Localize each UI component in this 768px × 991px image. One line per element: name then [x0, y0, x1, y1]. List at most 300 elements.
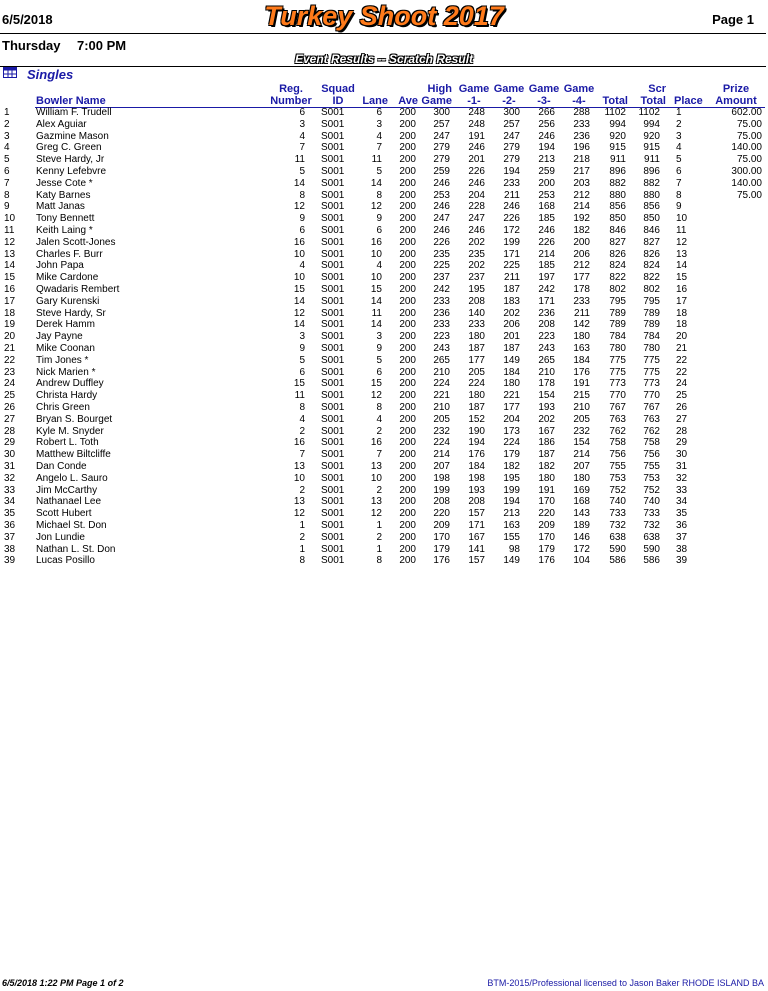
table-row: [0, 249, 768, 261]
col-reg-top: Reg.: [279, 83, 303, 95]
cell-n: 16: [4, 284, 16, 295]
cell-g1: 180: [468, 390, 485, 402]
cell-reg: 8: [299, 555, 305, 567]
cell-reg: 6: [299, 225, 305, 236]
cell-squad: S001: [321, 472, 345, 484]
cell-ave: 200: [399, 496, 416, 508]
cell-place: 5: [676, 154, 682, 166]
cell-lane: 7: [376, 449, 382, 461]
cell-reg: 10: [293, 272, 305, 284]
cell-lane: 2: [376, 531, 382, 543]
cell-g1: 140: [468, 307, 485, 319]
cell-g2: 149: [503, 354, 520, 366]
cell-g4: 288: [573, 107, 590, 118]
cell-lane: 13: [370, 461, 382, 472]
cell-lane: 11: [371, 307, 382, 319]
cell-g4: 168: [573, 496, 590, 508]
cell-lane: 13: [370, 496, 382, 508]
cell-name: Alex Aguiar: [36, 118, 87, 130]
table-row: [0, 343, 768, 355]
cell-lane: 16: [370, 236, 382, 248]
cell-high: 279: [433, 154, 450, 166]
table-row: [0, 473, 768, 485]
cell-place: 18: [676, 307, 688, 319]
cell-high: 247: [433, 130, 450, 142]
table-row: [0, 378, 768, 390]
cell-squad: S001: [321, 402, 345, 413]
cell-ave: 200: [399, 189, 416, 201]
cell-squad: S001: [321, 461, 345, 472]
cell-total: 856: [609, 201, 626, 213]
cell-place: 30: [676, 449, 688, 461]
cell-place: 22: [676, 354, 688, 366]
cell-lane: 16: [370, 437, 382, 449]
cell-g4: 210: [573, 402, 590, 413]
cell-lane: 3: [376, 331, 382, 343]
cell-scr: 789: [643, 307, 660, 319]
cell-g4: 205: [573, 413, 590, 425]
cell-g3: 170: [538, 531, 555, 543]
cell-total: 732: [609, 520, 626, 531]
cell-lane: 9: [376, 213, 382, 225]
cell-g4: 200: [573, 236, 590, 248]
cell-lane: 6: [376, 225, 382, 236]
cell-squad: S001: [321, 130, 345, 142]
cell-g4: 163: [573, 343, 590, 354]
cell-ave: 200: [399, 284, 416, 295]
cell-squad: S001: [321, 295, 345, 307]
table-icon: [3, 67, 17, 78]
cell-scr: 763: [643, 413, 660, 425]
cell-total: 753: [609, 472, 626, 484]
cell-name: Matt Janas: [36, 201, 85, 213]
cell-scr: 994: [643, 118, 660, 130]
cell-total: 755: [609, 461, 626, 472]
cell-g3: 197: [538, 272, 555, 284]
cell-g3: 213: [538, 154, 555, 166]
cell-scr: 755: [643, 461, 660, 472]
cell-total: 638: [609, 531, 626, 543]
cell-g4: 176: [573, 366, 590, 378]
table-row: [0, 284, 768, 296]
cell-total: 590: [609, 543, 626, 555]
cell-name: Nathanael Lee: [36, 496, 102, 508]
cell-g2: 202: [503, 307, 520, 319]
table-row: [0, 355, 768, 367]
cell-name: Mike Cardone: [36, 272, 99, 284]
cell-squad: S001: [321, 520, 345, 531]
cell-g4: 177: [573, 272, 590, 284]
cell-squad: S001: [321, 154, 345, 166]
cell-name: Jesse Cote *: [36, 177, 93, 189]
cell-total: 740: [609, 496, 626, 508]
cell-ave: 200: [399, 354, 416, 366]
cell-lane: 10: [370, 248, 382, 260]
cell-g4: 191: [573, 378, 590, 390]
cell-g3: 220: [538, 508, 555, 520]
cell-total: 763: [609, 413, 626, 425]
cell-lane: 10: [370, 272, 382, 284]
cell-g1: 195: [468, 284, 485, 295]
cell-g1: 247: [468, 213, 485, 225]
cell-squad: S001: [321, 508, 345, 520]
cell-g2: 279: [503, 142, 520, 154]
cell-ave: 200: [399, 225, 416, 236]
cell-name: Kenny Lefebvre: [36, 166, 107, 177]
cell-reg: 9: [299, 213, 305, 225]
cell-reg: 11: [294, 154, 305, 166]
col-bowler-name: Bowler Name: [36, 95, 106, 107]
cell-lane: 3: [376, 118, 382, 130]
cell-g1: 205: [468, 366, 485, 378]
cell-g1: 190: [468, 425, 485, 437]
cell-g2: 194: [503, 496, 520, 508]
subtitle-divider: [0, 66, 766, 67]
cell-g1: 208: [468, 496, 485, 508]
table-row: [0, 449, 768, 461]
cell-g2: 172: [503, 225, 520, 236]
table-row: [0, 508, 768, 520]
cell-ave: 200: [399, 295, 416, 307]
cell-reg: 2: [299, 484, 305, 496]
col-place: Place: [674, 95, 703, 107]
cell-scr: 880: [643, 189, 660, 201]
cell-squad: S001: [321, 354, 345, 366]
cell-n: 10: [4, 213, 16, 225]
cell-scr: 773: [643, 378, 660, 390]
cell-g3: 179: [538, 543, 555, 555]
cell-lane: 12: [370, 390, 382, 402]
cell-g3: 253: [538, 189, 555, 201]
cell-high: 242: [433, 284, 450, 295]
cell-name: Bryan S. Bourget: [36, 413, 113, 425]
cell-g3: 226: [538, 236, 555, 248]
cell-squad: S001: [321, 284, 345, 295]
report-title: Turkey Shoot 2017: [264, 1, 504, 31]
cell-high: 246: [433, 201, 450, 213]
cell-g3: 236: [538, 307, 555, 319]
cell-total: 758: [609, 437, 626, 449]
cell-n: 28: [4, 425, 16, 437]
cell-total: 880: [609, 189, 626, 201]
cell-g3: 180: [538, 472, 555, 484]
cell-g2: 195: [503, 472, 520, 484]
cell-scr: 767: [643, 402, 660, 413]
table-row: [0, 402, 768, 414]
cell-n: 5: [4, 154, 10, 166]
cell-g3: 170: [538, 496, 555, 508]
cell-squad: S001: [321, 236, 345, 248]
cell-squad: S001: [321, 531, 345, 543]
cell-name: Jon Lundie: [36, 531, 85, 543]
cell-n: 21: [4, 343, 16, 354]
cell-lane: 15: [370, 284, 382, 295]
cell-g3: 171: [538, 295, 555, 307]
cell-lane: 12: [370, 201, 382, 213]
col-game2-bottom: -2-: [502, 95, 516, 107]
cell-g3: 242: [538, 284, 555, 295]
cell-squad: S001: [321, 189, 345, 201]
cell-squad: S001: [321, 343, 345, 354]
cell-reg: 7: [299, 142, 305, 154]
cell-high: 207: [433, 461, 450, 472]
cell-high: 210: [433, 366, 450, 378]
cell-lane: 5: [376, 354, 382, 366]
table-row: [0, 190, 768, 202]
cell-prize: 602.00: [731, 107, 762, 118]
cell-name: Tony Bennett: [36, 213, 95, 225]
cell-reg: 1: [299, 520, 305, 531]
col-prize-bottom: Amount: [715, 95, 757, 107]
cell-g4: 232: [573, 425, 590, 437]
cell-g1: 224: [468, 378, 485, 390]
cell-n: 33: [4, 484, 16, 496]
cell-squad: S001: [321, 118, 345, 130]
cell-g2: 246: [503, 201, 520, 213]
table-row: [0, 272, 768, 284]
cell-n: 12: [4, 236, 16, 248]
cell-g1: 248: [468, 118, 485, 130]
cell-ave: 200: [399, 142, 416, 154]
cell-ave: 200: [399, 449, 416, 461]
cell-n: 39: [4, 555, 16, 567]
cell-reg: 10: [293, 248, 305, 260]
cell-g2: 199: [503, 484, 520, 496]
cell-n: 13: [4, 248, 16, 260]
cell-g2: 204: [503, 413, 520, 425]
cell-name: Andrew Duffley: [36, 378, 104, 390]
cell-reg: 14: [293, 295, 305, 307]
cell-total: 767: [609, 402, 626, 413]
cell-g2: 206: [503, 319, 520, 331]
cell-ave: 200: [399, 118, 416, 130]
cell-g3: 246: [538, 225, 555, 236]
cell-g2: 177: [503, 402, 520, 413]
cell-reg: 6: [299, 366, 305, 378]
cell-place: 3: [676, 130, 682, 142]
header-divider: [0, 33, 766, 34]
table-row: [0, 201, 768, 213]
cell-lane: 8: [376, 555, 382, 567]
cell-squad: S001: [321, 449, 345, 461]
cell-reg: 8: [299, 189, 305, 201]
cell-g4: 215: [573, 390, 590, 402]
cell-place: 16: [676, 284, 688, 295]
cell-high: 214: [433, 449, 450, 461]
cell-scr: 846: [643, 225, 660, 236]
cell-n: 19: [4, 319, 16, 331]
cell-g2: 180: [503, 378, 520, 390]
cell-g1: 171: [468, 520, 485, 531]
cell-reg: 8: [299, 402, 305, 413]
table-row: [0, 319, 768, 331]
cell-scr: 802: [643, 284, 660, 295]
cell-squad: S001: [321, 378, 345, 390]
col-reg-bottom: Number: [270, 95, 312, 107]
cell-g2: 211: [504, 189, 520, 201]
cell-g3: 168: [538, 201, 555, 213]
cell-high: 279: [433, 142, 450, 154]
cell-place: 31: [676, 461, 688, 472]
cell-g1: 233: [468, 319, 485, 331]
cell-g2: 149: [503, 555, 520, 567]
cell-squad: S001: [321, 331, 345, 343]
cell-g4: 169: [573, 484, 590, 496]
cell-g4: 184: [573, 354, 590, 366]
cell-name: Kyle M. Snyder: [36, 425, 104, 437]
cell-reg: 5: [299, 354, 305, 366]
cell-place: 14: [676, 260, 688, 272]
cell-scr: 770: [643, 390, 660, 402]
cell-place: 38: [676, 543, 688, 555]
col-squad-bottom: ID: [332, 95, 344, 107]
cell-high: 224: [433, 437, 450, 449]
cell-place: 28: [676, 425, 688, 437]
cell-g4: 180: [573, 331, 590, 343]
cell-g4: 178: [573, 284, 590, 295]
cell-g1: 194: [468, 437, 485, 449]
cell-g1: 237: [468, 272, 485, 284]
cell-n: 4: [4, 142, 10, 154]
cell-reg: 11: [294, 390, 305, 402]
cell-g3: 208: [538, 319, 555, 331]
cell-high: 209: [433, 520, 450, 531]
cell-g4: 212: [573, 260, 590, 272]
cell-n: 30: [4, 449, 16, 461]
cell-g2: 173: [503, 425, 520, 437]
cell-g4: 206: [573, 248, 590, 260]
cell-name: Steve Hardy, Jr: [36, 154, 105, 166]
cell-place: 7: [676, 177, 682, 189]
cell-g4: 142: [573, 319, 590, 331]
cell-reg: 15: [293, 284, 305, 295]
cell-place: 4: [676, 142, 682, 154]
cell-g3: 167: [538, 425, 555, 437]
cell-reg: 9: [299, 343, 305, 354]
cell-g2: 257: [503, 118, 520, 130]
cell-ave: 200: [399, 531, 416, 543]
footer-license: BTM-2015/Professional licensed to Jason Baker RHODE ISLAND BA: [487, 978, 764, 988]
col-game4-bottom: -4-: [572, 95, 586, 107]
table-row: [0, 437, 768, 449]
cell-place: 37: [676, 531, 688, 543]
cell-g3: 187: [538, 449, 555, 461]
cell-g1: 184: [468, 461, 485, 472]
col-game3-top: Game: [528, 83, 560, 95]
cell-squad: S001: [321, 213, 345, 225]
cell-reg: 12: [293, 508, 305, 520]
cell-lane: 6: [376, 366, 382, 378]
section-title: Singles: [27, 67, 74, 82]
cell-g2: 171: [503, 248, 520, 260]
cell-g1: 246: [468, 177, 485, 189]
table-row: [0, 367, 768, 379]
col-total: Total: [602, 95, 628, 107]
cell-name: Jalen Scott-Jones: [36, 236, 116, 248]
cell-g2: 211: [504, 272, 520, 284]
cell-ave: 200: [399, 555, 416, 567]
cell-g2: 226: [503, 213, 520, 225]
cell-scr: 762: [643, 425, 660, 437]
cell-g4: 207: [573, 461, 590, 472]
cell-scr: 784: [643, 331, 660, 343]
cell-high: 224: [433, 378, 450, 390]
cell-g2: 187: [503, 343, 520, 354]
table-row: [0, 331, 768, 343]
cell-name: Katy Barnes: [36, 189, 91, 201]
cell-squad: S001: [321, 225, 345, 236]
cell-reg: 7: [299, 449, 305, 461]
cell-place: 32: [676, 472, 688, 484]
cell-prize: 75.00: [736, 118, 762, 130]
cell-high: 259: [433, 166, 450, 177]
table-row: [0, 414, 768, 426]
cell-ave: 200: [399, 272, 416, 284]
cell-scr: 775: [643, 354, 660, 366]
cell-high: 221: [433, 390, 450, 402]
cell-g4: 172: [573, 543, 590, 555]
cell-g3: 266: [538, 107, 555, 118]
cell-lane: 5: [376, 166, 382, 177]
cell-g3: 210: [538, 366, 555, 378]
cell-n: 7: [4, 177, 10, 189]
table-row: [0, 390, 768, 402]
cell-name: Tim Jones *: [36, 354, 89, 366]
table-row: [0, 131, 768, 143]
cell-n: 22: [4, 354, 16, 366]
cell-ave: 200: [399, 437, 416, 449]
cell-name: Steve Hardy, Sr: [36, 307, 106, 319]
cell-high: 170: [433, 531, 450, 543]
cell-total: 733: [609, 508, 626, 520]
cell-g3: 214: [538, 248, 555, 260]
cell-high: 220: [433, 508, 450, 520]
cell-squad: S001: [321, 142, 345, 154]
cell-scr: 920: [643, 130, 660, 142]
cell-name: Qwadaris Rembert: [36, 284, 120, 295]
cell-place: 22: [676, 366, 688, 378]
cell-scr: 856: [643, 201, 660, 213]
cell-high: 176: [433, 555, 450, 567]
cell-g1: 180: [468, 331, 485, 343]
cell-g3: 243: [538, 343, 555, 354]
cell-total: 822: [609, 272, 626, 284]
cell-ave: 200: [399, 248, 416, 260]
cell-reg: 1: [299, 543, 305, 555]
cell-g3: 182: [538, 461, 555, 472]
table-row: [0, 178, 768, 190]
col-game4-top: Game: [563, 83, 595, 95]
cell-reg: 10: [293, 472, 305, 484]
cell-g4: 233: [573, 295, 590, 307]
cell-total: 911: [610, 154, 626, 166]
cell-total: 773: [609, 378, 626, 390]
table-row: [0, 154, 768, 166]
cell-g1: 208: [468, 295, 485, 307]
cell-g3: 256: [538, 118, 555, 130]
cell-squad: S001: [321, 366, 345, 378]
cell-scr: 590: [643, 543, 660, 555]
cell-reg: 12: [293, 307, 305, 319]
cell-g1: 246: [468, 142, 485, 154]
cell-prize: 300.00: [731, 166, 762, 177]
cell-high: 253: [433, 189, 450, 201]
cell-name: Scott Hubert: [36, 508, 92, 520]
cell-total: 752: [609, 484, 626, 496]
cell-ave: 200: [399, 319, 416, 331]
cell-g4: 182: [573, 225, 590, 236]
table-row: [0, 107, 768, 119]
